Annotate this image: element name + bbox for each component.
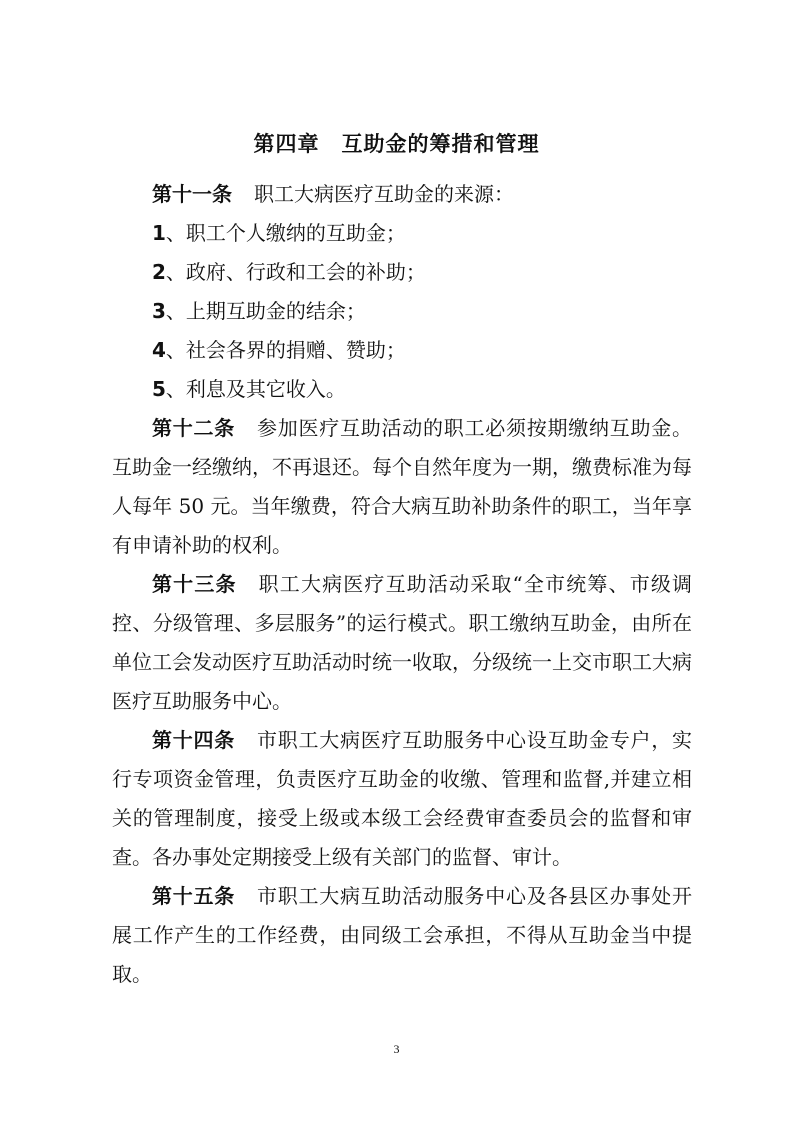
article-13 bbox=[112, 565, 692, 721]
list-item bbox=[112, 292, 692, 331]
page-number: 3 bbox=[393, 1042, 400, 1056]
article-text: 参加医疗互助活动的职工必须按期缴纳互助金。互助金一经缴纳，不再退还。每个自然年度为一期，缴费标准为每人每年 50 元。当年缴费，符合大病互助补助条件的职工，当年享有申请补助的权利。 bbox=[112, 416, 692, 557]
article-text: 职工大病医疗互助活动采取“全市统筹、市级调控、分级管理、多层服务”的运行模式。职工缴纳互助金，由所在单位工会发动医疗互助活动时统一收取，分级统一上交市职工大病医疗互助服务中心。 bbox=[112, 572, 693, 713]
item-number: 2 bbox=[152, 260, 166, 284]
article-label: 第十三条 bbox=[152, 572, 237, 596]
article-label: 第十一条 bbox=[152, 182, 232, 206]
article-label: 第十五条 bbox=[152, 884, 235, 908]
article-text: 市职工大病医疗互助服务中心设互助金专户，实行专项资金管理，负责医疗互助金的收缴、管理和监督,并建立相关的管理制度，接受上级或本级工会经费审查委员会的监督和审查。各办事处定期接受上级有关部门的监督、审计。 bbox=[112, 728, 692, 869]
item-number: 5 bbox=[152, 377, 166, 401]
item-number: 1 bbox=[152, 221, 166, 245]
list-item bbox=[112, 253, 692, 292]
item-number: 4 bbox=[152, 338, 166, 362]
list-item bbox=[112, 331, 692, 370]
article-text: 职工大病医疗互助金的来源： bbox=[254, 182, 514, 206]
article-14 bbox=[112, 721, 692, 877]
article-text: 市职工大病互助活动服务中心及各县区办事处开展工作产生的工作经费，由同级工会承担，不得从互助金当中提取。 bbox=[112, 884, 692, 986]
item-text: 、政府、行政和工会的补助； bbox=[165, 260, 426, 284]
article-15 bbox=[112, 877, 692, 994]
list-item bbox=[112, 370, 692, 409]
document-body bbox=[112, 175, 692, 994]
item-text: 、利息及其它收入。 bbox=[165, 377, 346, 401]
list-item bbox=[112, 214, 692, 253]
article-label: 第十四条 bbox=[152, 728, 235, 752]
chapter-title: 第四章 互助金的筹措和管理 bbox=[253, 132, 540, 156]
article-12 bbox=[112, 409, 692, 565]
article-11 bbox=[112, 175, 692, 214]
item-text: 、职工个人缴纳的互助金； bbox=[165, 221, 406, 245]
article-label: 第十二条 bbox=[152, 416, 235, 440]
item-text: 、社会各界的捐赠、赞助； bbox=[165, 338, 406, 362]
item-number: 3 bbox=[152, 299, 166, 323]
item-text: 、上期互助金的结余； bbox=[165, 299, 366, 323]
